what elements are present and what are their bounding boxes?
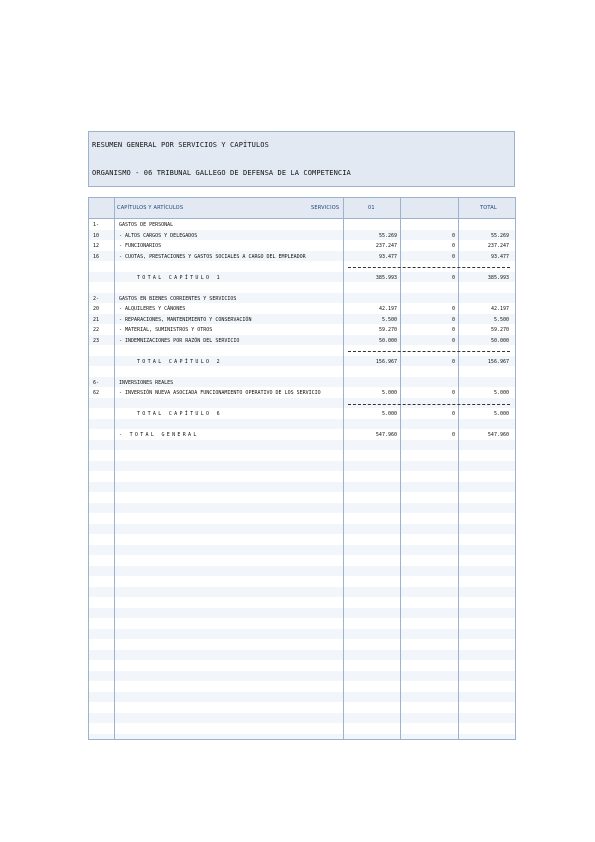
report-header — [88, 131, 515, 187]
row-stripe — [89, 503, 515, 514]
col-servicios: SERVICIOS — [311, 205, 340, 211]
row-code: 23 — [93, 337, 100, 344]
grand-total-row — [89, 430, 515, 441]
row-code: 6- — [93, 379, 100, 386]
col-total: TOTAL — [480, 205, 497, 211]
row-value-zero: 0 — [451, 358, 455, 365]
subtotal-separator — [348, 351, 510, 352]
row-value-zero: 0 — [451, 232, 455, 239]
row-stripe — [89, 482, 515, 493]
row-code: 12 — [93, 243, 100, 249]
row-value-01: 42.197 — [378, 306, 397, 312]
row-stripe — [89, 608, 515, 619]
col-capitulos: CAPÍTULOS Y ARTÍCULOS — [117, 205, 184, 211]
table-row — [89, 252, 515, 263]
row-stripe — [89, 629, 515, 640]
row-description: - REPARACIONES, MANTENIMIENTO Y CONSERVACIÓN — [119, 316, 252, 323]
chapter-row — [89, 220, 515, 231]
row-value-zero: 0 — [451, 411, 455, 417]
row-stripe — [89, 713, 515, 724]
row-stripe — [89, 440, 515, 451]
table-row — [89, 336, 515, 347]
row-code: 20 — [93, 306, 100, 312]
row-description: TOTAL CAPÍTULO 6 — [137, 411, 222, 417]
chapter-total-row — [89, 357, 515, 368]
row-code: 2- — [93, 295, 100, 302]
row-value-total: 50.000 — [490, 337, 509, 344]
row-value-zero: 0 — [451, 337, 455, 344]
row-description: - INDEMNIZACIONES POR RAZÓN DEL SERVICIO — [119, 337, 240, 344]
row-value-01: 93.477 — [378, 253, 397, 260]
chapter-total-row — [89, 409, 515, 420]
row-value-01: 50.000 — [378, 337, 397, 344]
row-value-01: 237.247 — [375, 243, 397, 249]
row-stripe — [89, 734, 515, 741]
row-code: 1- — [93, 222, 100, 228]
row-description: - MATERIAL, SUMINISTROS Y OTROS — [119, 327, 213, 333]
table-row — [89, 325, 515, 336]
row-description: - FUNCIONARIOS — [119, 243, 162, 249]
row-description: GASTOS DE PERSONAL — [119, 222, 174, 228]
row-value-01: 385.993 — [375, 274, 397, 281]
row-stripe — [89, 671, 515, 682]
row-value-zero: 0 — [451, 306, 455, 312]
row-code: 16 — [93, 253, 100, 260]
table-row — [89, 315, 515, 326]
table-row — [89, 388, 515, 399]
row-description: TOTAL CAPÍTULO 1 — [137, 274, 222, 281]
row-stripe — [89, 650, 515, 661]
row-description: - INVERSIÓN NUEVA ASOCIADA FUNCIONAMIENTO OPERATIVO DE LOS SERVICIO — [119, 390, 321, 396]
row-stripe — [89, 545, 515, 556]
subtotal-separator — [348, 267, 510, 268]
row-value-total: 42.197 — [490, 306, 509, 312]
row-code: 22 — [93, 327, 100, 333]
organismo-title: ORGANISMO - 06 TRIBUNAL GALLEGO DE DEFENSA DE LA COMPETENCIA — [92, 169, 351, 177]
row-value-01: 5.500 — [381, 316, 397, 323]
subtotal-separator — [348, 404, 510, 405]
row-value-zero: 0 — [451, 432, 455, 438]
row-value-zero: 0 — [451, 243, 455, 249]
row-stripe — [89, 587, 515, 598]
row-description: GASTOS EN BIENES CORRIENTES Y SERVICIOS — [119, 295, 237, 302]
row-value-total: 5.500 — [493, 316, 509, 323]
row-stripe — [89, 461, 515, 472]
report-title: RESUMEN GENERAL POR SERVICIOS Y CAPÍTULOS — [92, 141, 269, 149]
table-row — [89, 231, 515, 242]
row-value-01: 156.967 — [375, 358, 397, 365]
row-value-01: 59.270 — [378, 327, 397, 333]
row-value-total: 237.247 — [487, 243, 509, 249]
row-code: 10 — [93, 232, 100, 239]
table-row — [89, 241, 515, 252]
chapter-row — [89, 294, 515, 305]
table-column-header — [89, 198, 515, 219]
chapter-total-row — [89, 273, 515, 284]
row-stripe — [89, 398, 515, 409]
row-value-01: 5.000 — [381, 411, 397, 417]
row-value-zero: 0 — [451, 274, 455, 281]
row-description: INVERSIONES REALES — [119, 379, 174, 386]
row-description: - ALQUILERES Y CÁNONES — [119, 306, 186, 312]
chapter-row — [89, 378, 515, 389]
row-value-01: 55.269 — [378, 232, 397, 239]
row-value-total: 547.960 — [487, 432, 509, 438]
row-description: - CUOTAS, PRESTACIONES Y GASTOS SOCIALES A CARGO DEL EMPLEADOR — [119, 253, 306, 260]
row-value-01: 5.000 — [381, 390, 397, 396]
row-stripe — [89, 419, 515, 430]
row-stripe — [89, 566, 515, 577]
table-row — [89, 304, 515, 315]
row-description: - TOTAL GENERAL — [119, 432, 199, 438]
row-stripe — [89, 692, 515, 703]
row-value-01: 547.960 — [375, 432, 397, 438]
row-value-total: 385.993 — [487, 274, 509, 281]
row-value-zero: 0 — [451, 390, 455, 396]
row-description: TOTAL CAPÍTULO 2 — [137, 358, 222, 365]
row-value-total: 59.270 — [490, 327, 509, 333]
row-value-total: 5.000 — [493, 390, 509, 396]
row-value-total: 156.967 — [487, 358, 509, 365]
row-value-total: 5.000 — [493, 411, 509, 417]
summary-table — [88, 197, 516, 740]
col-01: 01 — [368, 205, 375, 211]
row-value-total: 55.269 — [490, 232, 509, 239]
row-code: 21 — [93, 316, 100, 323]
row-value-total: 93.477 — [490, 253, 509, 260]
row-code: 62 — [93, 390, 100, 396]
row-stripe — [89, 524, 515, 535]
row-value-zero: 0 — [451, 327, 455, 333]
row-value-zero: 0 — [451, 316, 455, 323]
row-description: - ALTOS CARGOS Y DELEGADOS — [119, 232, 198, 239]
row-value-zero: 0 — [451, 253, 455, 260]
